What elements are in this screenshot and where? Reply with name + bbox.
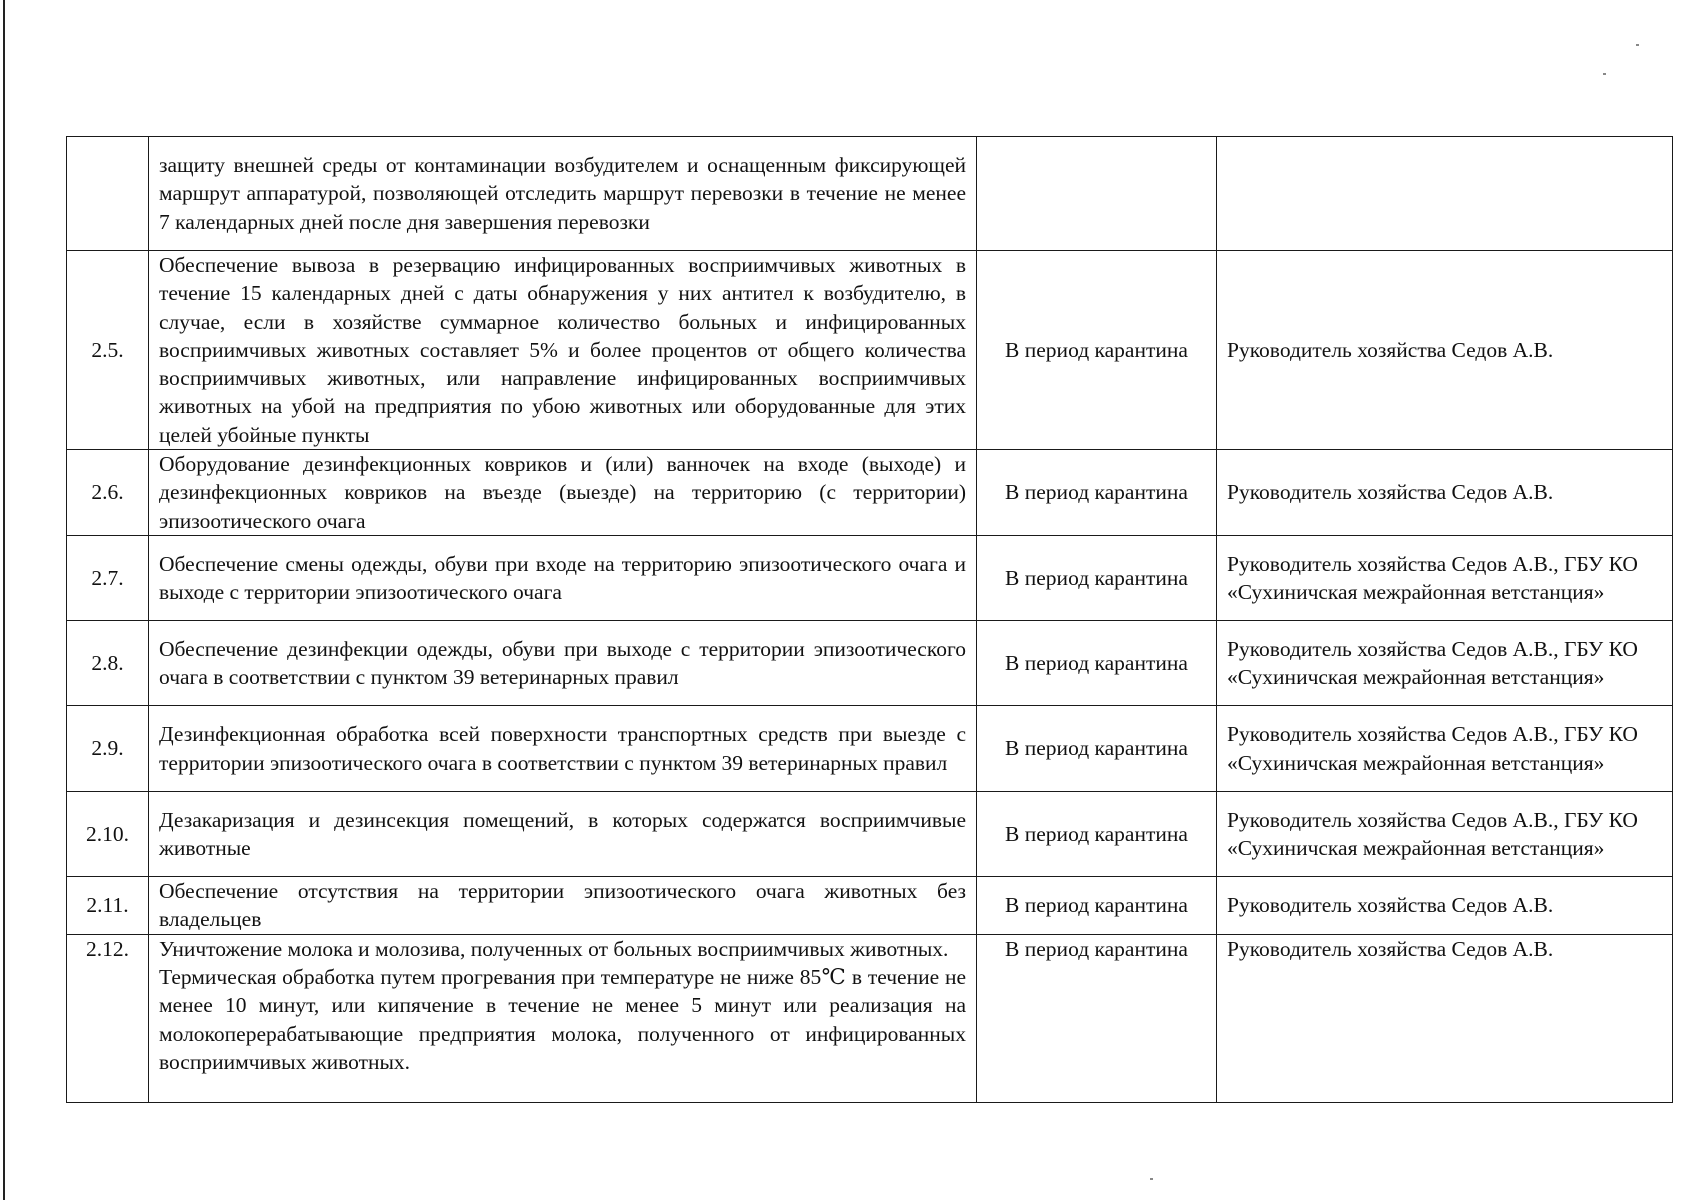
row-number: 2.11. <box>67 877 149 935</box>
scan-speck <box>1603 73 1606 75</box>
row-number <box>67 137 149 251</box>
measure-description: Обеспечение вывоза в резервацию инфицированных восприимчивых животных в течение 15 календарных дней с даты обнаружения у них антител к возбудителю, в случае, если в хозяйстве суммарное количество больных и инфицированных восприимчивых животных составляет 5% и более процентов от общего количества восприимчивых животных, или направление инфицированных восприимчивых животных на убой на предприятия по убою животных или оборудованные для этих целей убойные пункты <box>149 251 977 450</box>
table-row <box>67 877 1673 935</box>
measure-description <box>149 934 977 1102</box>
measure-period: В период карантина <box>977 536 1217 621</box>
responsible-party: Руководитель хозяйства Седов А.В. <box>1217 450 1673 536</box>
table-row <box>67 934 1673 1102</box>
measure-period: В период карантина <box>977 621 1217 706</box>
responsible-party: Руководитель хозяйства Седов А.В. <box>1217 877 1673 935</box>
row-number: 2.7. <box>67 536 149 621</box>
responsible-party: Руководитель хозяйства Седов А.В. <box>1217 251 1673 450</box>
table-row <box>67 706 1673 792</box>
measure-period: В период карантина <box>977 877 1217 935</box>
measure-description: Обеспечение смены одежды, обуви при входе на территорию эпизоотического очага и выходе с территории эпизоотического очага <box>149 536 977 621</box>
responsible-party <box>1217 137 1673 251</box>
measure-period: В период карантина <box>977 706 1217 792</box>
measure-period: В период карантина <box>977 934 1217 1102</box>
row-number: 2.9. <box>67 706 149 792</box>
measure-period: В период карантина <box>977 792 1217 877</box>
row-number: 2.8. <box>67 621 149 706</box>
scan-speck <box>1636 44 1639 46</box>
row-number: 2.5. <box>67 251 149 450</box>
measure-description: Обеспечение дезинфекции одежды, обуви при выходе с территории эпизоотического очага в соответствии с пунктом 39 ветеринарных правил <box>149 621 977 706</box>
table-row <box>67 450 1673 536</box>
measure-description: Обеспечение отсутствия на территории эпизоотического очага животных без владельцев <box>149 877 977 935</box>
responsible-party: Руководитель хозяйства Седов А.В. <box>1217 934 1673 1102</box>
responsible-party: Руководитель хозяйства Седов А.В., ГБУ КО «Сухиничская межрайонная ветстанция» <box>1217 706 1673 792</box>
table-row <box>67 137 1673 251</box>
table-row <box>67 536 1673 621</box>
measure-period: В период карантина <box>977 450 1217 536</box>
scan-speck <box>1150 1178 1153 1180</box>
measure-description: Оборудование дезинфекционных ковриков и (или) ванночек на входе (выходе) и дезинфекционных ковриков на въезде (выезде) на территорию (с территории) эпизоотического очага <box>149 450 977 536</box>
row-number: 2.12. <box>67 934 149 1102</box>
responsible-party: Руководитель хозяйства Седов А.В., ГБУ КО «Сухиничская межрайонная ветстанция» <box>1217 621 1673 706</box>
responsible-party: Руководитель хозяйства Седов А.В., ГБУ КО «Сухиничская межрайонная ветстанция» <box>1217 536 1673 621</box>
page-left-border-line <box>3 0 5 1200</box>
responsible-party: Руководитель хозяйства Седов А.В., ГБУ КО «Сухиничская межрайонная ветстанция» <box>1217 792 1673 877</box>
row-number: 2.6. <box>67 450 149 536</box>
measure-description: Дезинфекционная обработка всей поверхности транспортных средств при выезде с территории эпизоотического очага в соответствии с пунктом 39 ветеринарных правил <box>149 706 977 792</box>
table-row <box>67 792 1673 877</box>
measure-period: В период карантина <box>977 251 1217 450</box>
row-number: 2.10. <box>67 792 149 877</box>
measures-table <box>66 136 1673 1103</box>
measure-period <box>977 137 1217 251</box>
measure-description-part-1: Уничтожение молока и молозива, полученных от больных восприимчивых животных. <box>159 936 949 961</box>
table-row <box>67 621 1673 706</box>
measure-description-part-2: Термическая обработка путем прогревания при температуре не ниже 85℃ в течение не менее 10 минут, или кипячение в течение не менее 5 минут или реализация на молокоперерабатывающие предприятия молока, полученного от инфицированных восприимчивых животных. <box>159 964 966 1074</box>
measure-description: защиту внешней среды от контаминации возбудителем и оснащенным фиксирующей маршрут аппаратурой, позволяющей отследить маршрут перевозки в течение не менее 7 календарных дней после дня завершения перевозки <box>149 137 977 251</box>
table-row <box>67 251 1673 450</box>
measure-description: Дезакаризация и дезинсекция помещений, в которых содержатся восприимчивые животные <box>149 792 977 877</box>
